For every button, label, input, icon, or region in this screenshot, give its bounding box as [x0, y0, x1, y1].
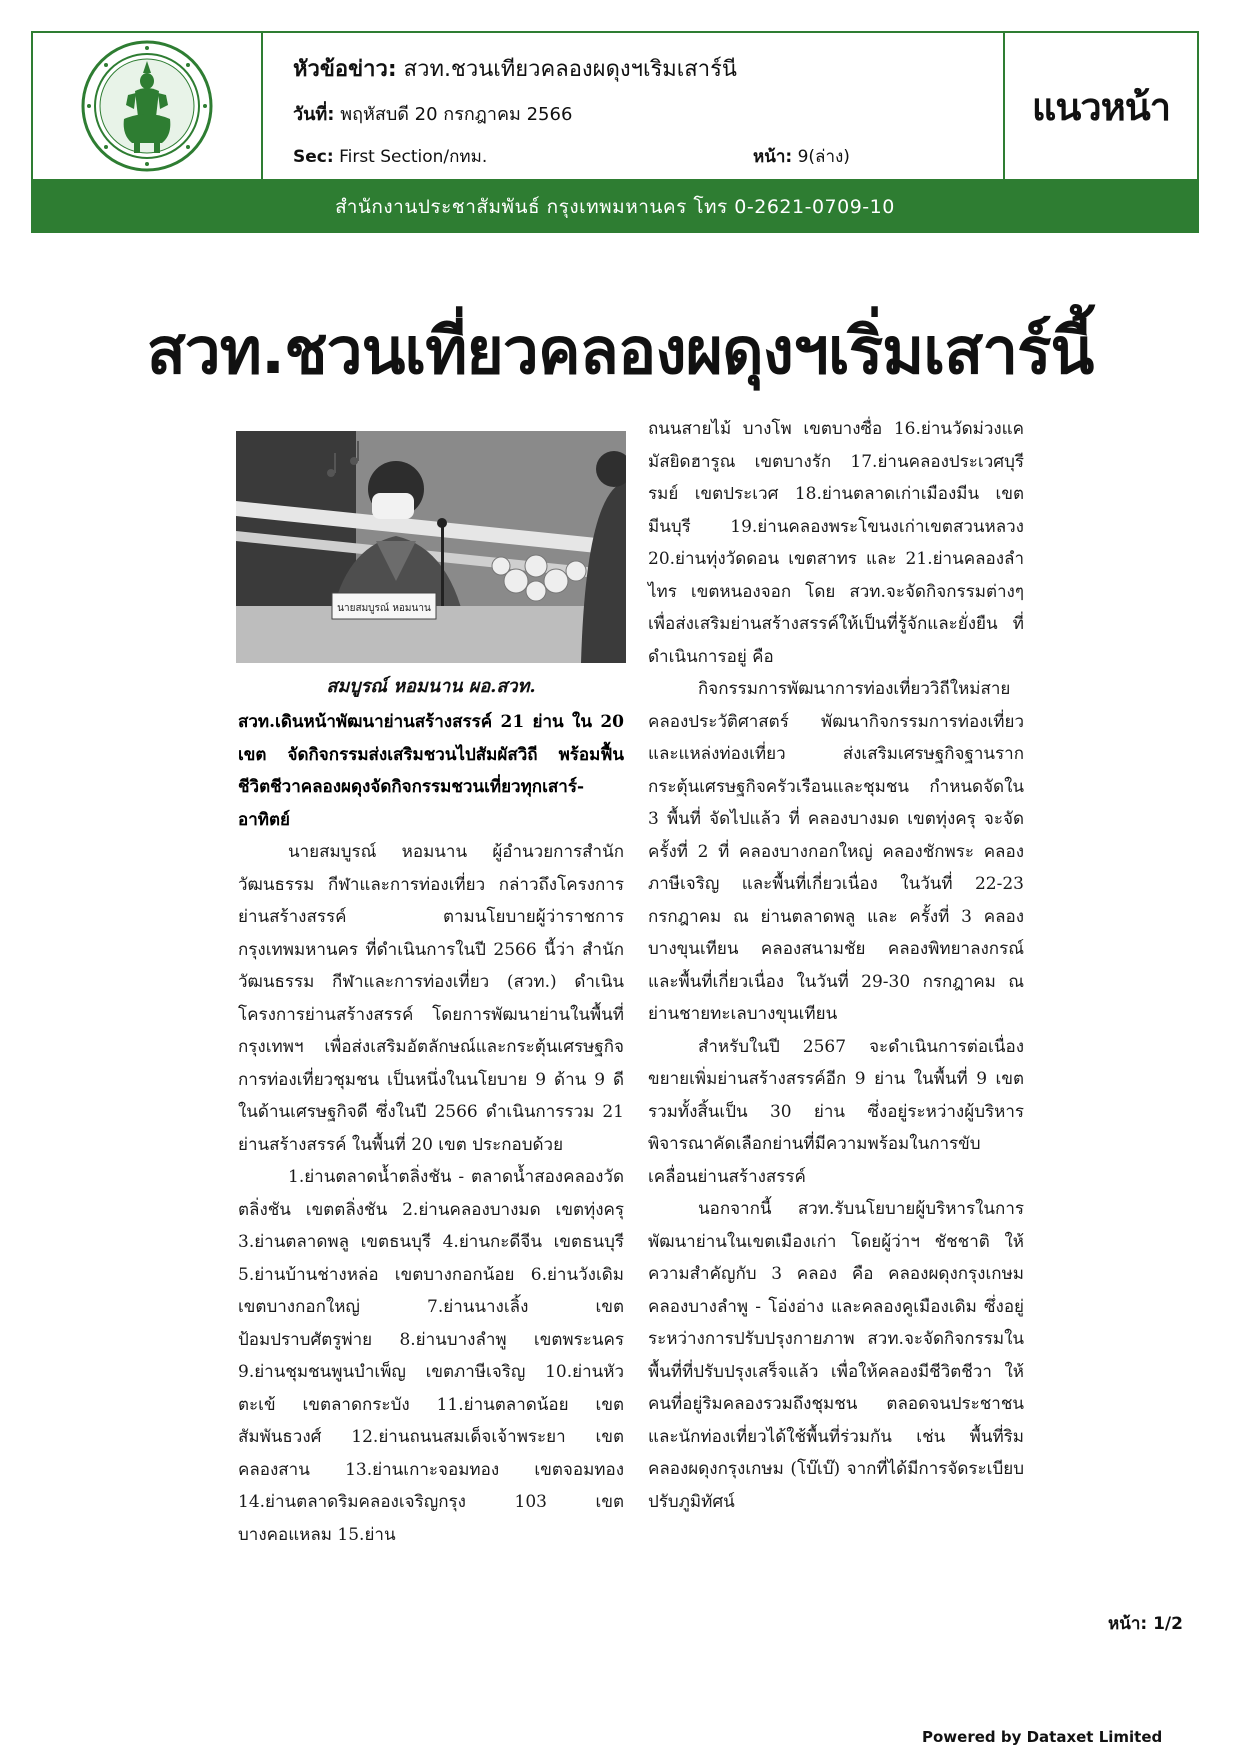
clipping-info — [263, 33, 1003, 179]
bma-seal-logo — [80, 39, 214, 173]
headline-label: หัวข้อข่าว: — [293, 57, 397, 82]
headline-text: สวท.ชวนเทียวคลองผดุงฯเริมเสาร์นี — [403, 57, 737, 82]
section-row — [293, 143, 487, 170]
body-paragraph: ถนนสายไม้ บางโพ เขตบางซื่อ 16.ย่านวัดม่วงแค มัสยิดฮารูณ เขตบางรัก 17.ย่านคลองประเวศบุรีรมย์ เขตประเวศ 18.ย่านตลาดเก่าเมืองมีน เขตมีนบุรี 19.ย่านคลองพระโขนงเก่าเขตสวนหลวง 20.ย่านทุ่งวัดดอน เขตสาทร และ 21.ย่านคลองลำไทร เขตหนองจอก โดย สวท.จะจัดกิจกรรมต่างๆ เพื่อส่งเสริมย่านสร้างสรรค์ให้เป็นที่รู้จักและยั่งยืน ที่ดำเนินการอยู่ คือ — [648, 419, 1024, 667]
article-photo — [236, 431, 626, 663]
sec-label: Sec: — [293, 147, 334, 167]
sec-text: First Section/กทม. — [339, 147, 488, 167]
contact-bar — [31, 181, 1199, 233]
date-label: วันที่: — [293, 104, 335, 125]
powered-by: Powered by Dataxet Limited — [922, 1728, 1163, 1746]
article-column-right — [648, 413, 1024, 1518]
contact-text: สำนักงานประชาสัมพันธ์ กรุงเทพมหานคร โทร 0-2621-0709-10 — [335, 196, 895, 218]
photo-caption: สมบูรณ์ หอมนาน ผอ.สวท. — [326, 676, 536, 697]
page-indicator: หน้า: 1/2 — [1108, 1614, 1183, 1634]
page-row — [753, 143, 850, 170]
bma-logo-cell — [33, 33, 263, 179]
body-paragraph: นอกจากนี้ สวท.รับนโยบายผู้บริหารในการพัฒนาย่านในเขตเมืองเก่า โดยผู้ว่าฯ ชัชชาติ ให้ความสำคัญกับ 3 คลอง คือ คลองผดุงกรุงเกษม คลองบางลำพู - โอ่งอ่าง และคลองคูเมืองเดิม ซึ่งอยู่ระหว่างการปรับปรุงกายภาพ สวท.จะจัดกิจกรรมในพื้นที่ที่ปรับปรุงเสร็จแล้ว เพื่อให้คลองมีชีวิตชีวา ให้คนที่อยู่ริมคลองรวมถึงชุมชน ตลอดจนประชาชนและนักท่องเที่ยวได้ใช้พื้นที่ร่วมกัน เช่น พื้นที่ริมคลองผดุงกรุงเกษม (โบ๊เบ๊) จากที่ได้มีการจัดระเบียบปรับภูมิทัศน์ — [648, 1199, 1024, 1512]
article-column-left — [238, 706, 624, 1551]
lead-paragraph: สวท.เดินหน้าพัฒนาย่านสร้างสรรค์ 21 ย่าน ใน 20 เขต จัดกิจกรรมส่งเสริมชวนไปสัมผัสวิถี พร้อมฟื้นชีวิตชีวาคลองผดุงจัดกิจกรรมชวนเที่ยวทุกเสาร์-อาทิตย์ — [238, 712, 624, 830]
headline-row — [293, 51, 737, 86]
page-label: หน้า: — [753, 147, 793, 167]
newspaper-name: แนวหน้า — [1031, 84, 1171, 129]
article-title: สวท.ชวนเที่ยวคลองผดุงฯเริ่มเสาร์นี้ — [146, 315, 1094, 389]
date-row — [293, 99, 572, 128]
photo-illustration — [236, 431, 626, 663]
nameplate-text: นายสมบูรณ์ หอมนาน — [337, 603, 431, 614]
body-paragraph: กิจกรรมการพัฒนาการท่องเที่ยววิถีใหม่สายคลองประวัติศาสตร์ พัฒนากิจกรรมการท่องเที่ยวและแหล่งท่องเที่ยว ส่งเสริมเศรษฐกิจฐานราก กระตุ้นเศรษฐกิจครัวเรือนและชุมชน กำหนดจัดใน 3 พื้นที่ จัดไปแล้ว ที่ คลองบางมด เขตทุ่งครุ จะจัดครั้งที่ 2 ที่ คลองบางกอกใหญ่ คลองชักพระ คลองภาษีเจริญ และพื้นที่เกี่ยวเนื่อง ในวันที่ 22-23 กรกฎาคม ณ ย่านตลาดพลู และ ครั้งที่ 3 คลองบางขุนเทียน คลองสนามชัย คลองพิทยาลงกรณ์ และพื้นที่เกี่ยวเนื่อง ในวันที่ 29-30 กรกฎาคม ณ ย่านชายทะเลบางขุนเทียน — [648, 679, 1024, 1024]
page-text: 9(ล่าง) — [797, 147, 850, 167]
body-paragraph: 1.ย่านตลาดน้ำตลิ่งชัน - ตลาดน้ำสองคลองวัดตลิ่งชัน เขตตลิ่งชัน 2.ย่านคลองบางมด เขตทุ่งครุ 3.ย่านตลาดพลู เขตธนบุรี 4.ย่านกะดีจีน เขตธนบุรี 5.ย่านบ้านช่างหล่อ เขตบางกอกน้อย 6.ย่านวังเดิม เขตบางกอกใหญ่ 7.ย่านนางเลิ้ง เขตป้อมปราบศัตรูพ่าย 8.ย่านบางลำพู เขตพระนคร 9.ย่านชุมชนพูนบำเพ็ญ เขตภาษีเจริญ 10.ย่านหัวตะเข้ เขตลาดกระบัง 11.ย่านตลาดน้อย เขตสัมพันธวงศ์ 12.ย่านถนนสมเด็จเจ้าพระยา เขตคลองสาน 13.ย่านเกาะจอมทอง เขตจอมทอง 14.ย่านตลาดริมคลองเจริญกรุง 103 เขตบางคอแหลม 15.ย่าน — [238, 1167, 624, 1545]
body-paragraph: สำหรับในปี 2567 จะดำเนินการต่อเนื่องขยายเพิ่มย่านสร้างสรรค์อีก 9 ย่าน ในพื้นที่ 9 เขต รวมทั้งสิ้นเป็น 30 ย่าน ซึ่งอยู่ระหว่างผู้บริหารพิจารณาคัดเลือกย่านที่มีความพร้อมในการขับเคลื่อนย่านสร้างสรรค์ — [648, 1036, 1024, 1187]
body-paragraph: นายสมบูรณ์ หอมนาน ผู้อำนวยการสำนักวัฒนธรรม กีฬาและการท่องเที่ยว กล่าวถึงโครงการย่านสร้างสรรค์ ตามนโยบายผู้ว่าราชการกรุงเทพมหานคร ที่ดำเนินการในปี 2566 นี้ว่า สำนักวัฒนธรรม กีฬาและการท่องเที่ยว (สวท.) ดำเนินโครงการย่านสร้างสรรค์ โดยการพัฒนาย่านในพื้นที่กรุงเทพฯ เพื่อส่งเสริมอัตลักษณ์และกระตุ้นเศรษฐกิจการท่องเที่ยวชุมชน เป็นหนึ่งในนโยบาย 9 ด้าน 9 ดี ในด้านเศรษฐกิจดี ซึ่งในปี 2566 ดำเนินการรวม 21 ย่านสร้างสรรค์ ในพื้นที่ 20 เขต ประกอบด้วย — [238, 842, 624, 1155]
newspaper-name-cell — [1003, 33, 1197, 179]
clipping-header — [31, 31, 1199, 181]
date-text: พฤหัสบดี 20 กรกฎาคม 2566 — [340, 104, 573, 125]
